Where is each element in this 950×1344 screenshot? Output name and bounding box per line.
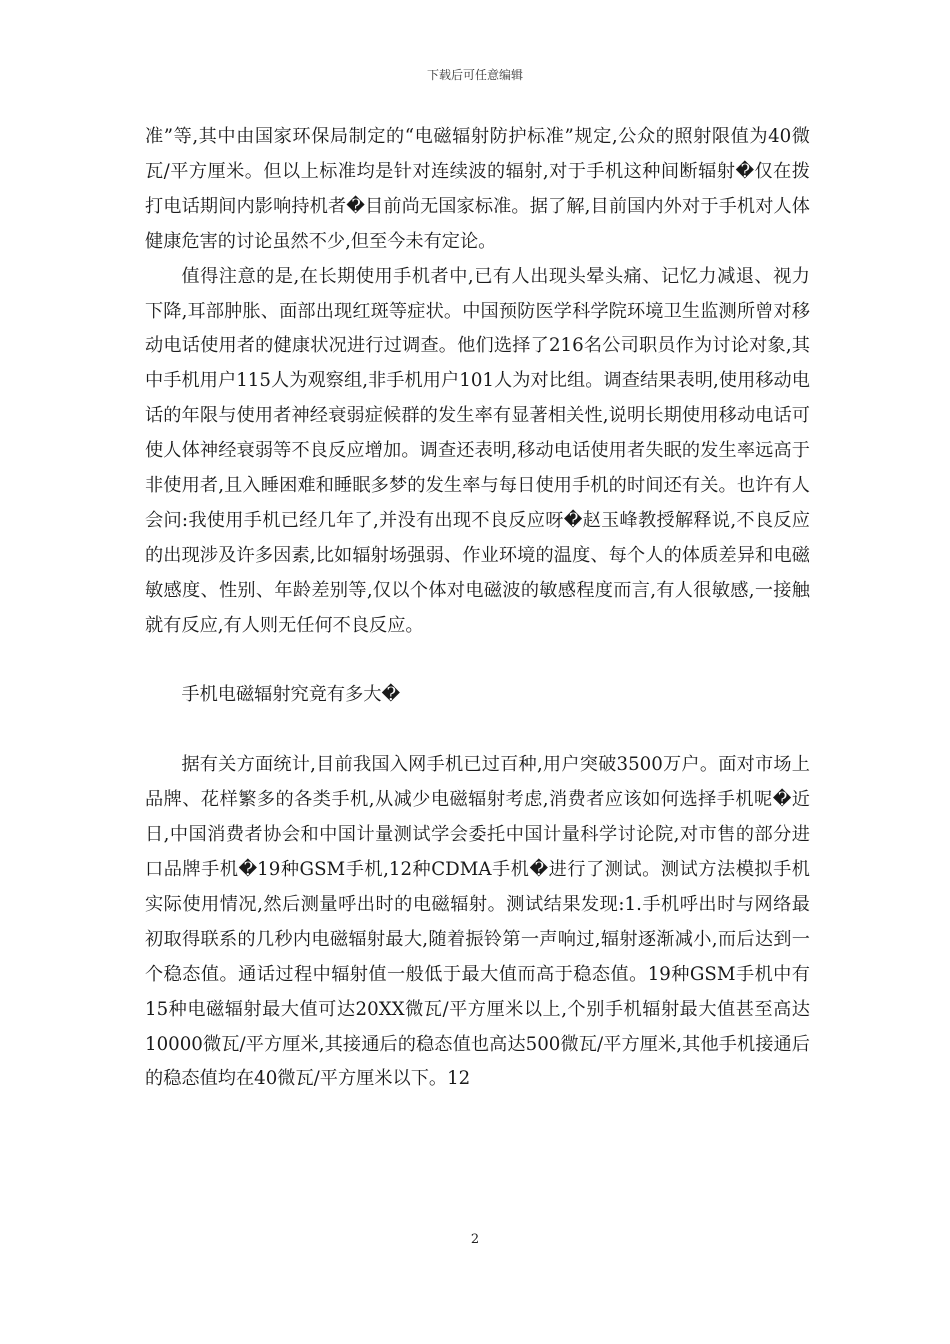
blank-line (145, 713, 810, 748)
paragraph-phone-test: 据有关方面统计,目前我国入网手机已过百种,用户突破3500万户。面对市场上品牌、花样繁多的各类手机,从减少电磁辐射考虑,消费者应该如何选择手机呢�近日,中国消费者协会和中国计量测试学会委托中国计量科学讨论院,对市售的部分进口品牌手机�19种GSM手机,12种CDMA手机�进行了测试。测试方法模拟手机实际使用情况,然后测量呼出时的电磁辐射。测试结果发现:1.手机呼出时与网络最初取得联系的几秒内电磁辐射最大,随着振铃第一声响过,辐射逐渐减小,而后达到一个稳态值。通话过程中辐射值一般低于最大值而高于稳态值。19种GSM手机中有15种电磁辐射最大值可达20XX微瓦/平方厘米以上,个别手机辐射最大值甚至高达10000微瓦/平方厘米,其接通后的稳态值也高达500微瓦/平方厘米,其他手机接通后的稳态值均在40微瓦/平方厘米以下。12 (145, 754, 810, 1090)
section-heading: 手机电磁辐射究竟有多大� (181, 684, 401, 706)
page-number: 2 (470, 1232, 480, 1247)
blank-line (145, 644, 810, 679)
paragraph-continuation: 准”等,其中由国家环保局制定的“电磁辐射防护标准”规定,公众的照射限值为40微瓦/平方厘米。但以上标准均是针对连续波的辐射,对于手机这种间断辐射�仅在拨打电话期间内影响持机者�目前尚无国家标准。据了解,目前国内外对于手机对人体健康危害的讨论虽然不少,但至今未有定论。 (145, 126, 810, 252)
page-header: 下载后可任意编辑 (426, 68, 523, 82)
paragraph-health-survey: 值得注意的是,在长期使用手机者中,已有人出现头晕头痛、记忆力减退、视力下降,耳部肿胀、面部出现红斑等症状。中国预防医学科学院环境卫生监测所曾对移动电话使用者的健康状况进行过调查。他们选择了216名公司职员作为讨论对象,其中手机用户115人为观察组,非手机用户101人为对比组。调查结果表明,使用移动电话的年限与使用者神经衰弱症候群的发生率有显著相关性,说明长期使用移动电话可使人体神经衰弱等不良反应增加。调查还表明,移动电话使用者失眠的发生率远高于非使用者,且入睡困难和睡眠多梦的发生率与每日使用手机的时间还有关。也许有人会问:我使用手机已经几年了,并没有出现不良反应呀�赵玉峰教授解释说,不良反应的出现涉及许多因素,比如辐射场强弱、作业环境的温度、每个人的体质差异和电磁敏感度、性别、年龄差别等,仅以个体对电磁波的敏感程度而言,有人很敏感,一接触就有反应,有人则无任何不良反应。 (145, 265, 810, 636)
document-body (145, 120, 810, 1097)
